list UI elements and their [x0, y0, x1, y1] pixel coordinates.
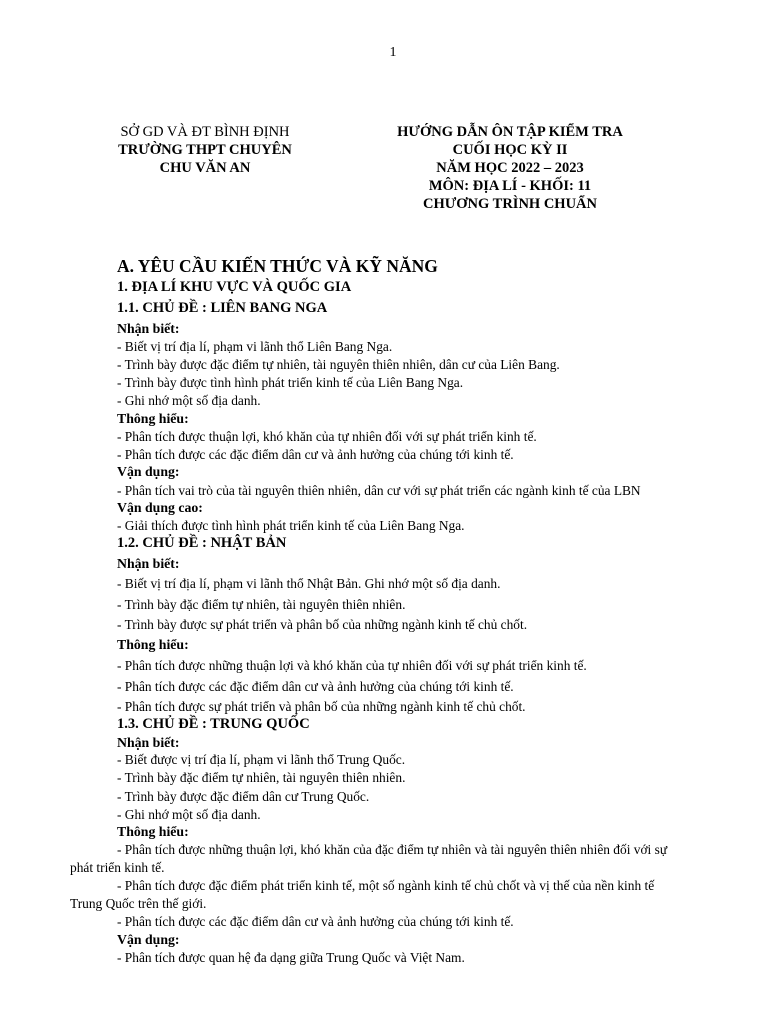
list-item: - Phân tích được các đặc điểm dân cư và ảnh hưởng của chúng tới kinh tế. — [117, 914, 514, 929]
page-number: 1 — [389, 45, 397, 60]
list-item: - Biết vị trí địa lí, phạm vi lãnh thổ Nhật Bản. Ghi nhớ một số địa danh. — [117, 576, 501, 591]
school-name-line1: TRƯỜNG THPT CHUYÊN — [118, 142, 292, 158]
group-label: Vận dụng cao: — [117, 500, 203, 515]
list-item: - Phân tích được đặc điểm phát triển kinh tế, một số ngành kinh tế chủ chốt và vị thế của nền kinh tế — [117, 878, 655, 893]
topic-title: 1.2. CHỦ ĐỀ : NHẬT BẢN — [117, 535, 287, 551]
school-name-line2: CHU VĂN AN — [159, 160, 251, 176]
department-name: SỞ GD VÀ ĐT BÌNH ĐỊNH — [120, 124, 290, 140]
group-label: Nhận biết: — [117, 735, 180, 750]
document-program: CHƯƠNG TRÌNH CHUẨN — [422, 196, 597, 212]
group-label: Thông hiểu: — [117, 637, 189, 652]
school-header — [70, 123, 340, 177]
list-item: - Trình bày được đặc điểm tự nhiên, tài nguyên thiên nhiên, dân cư của Liên Bang. — [117, 357, 560, 372]
list-item: - Phân tích được các đặc điểm dân cư và ảnh hưởng của chúng tới kinh tế. — [117, 679, 514, 694]
document-subject: MÔN: ĐỊA LÍ - KHỐI: 11 — [428, 178, 592, 194]
list-item: - Phân tích được sự phát triển và phân bố của những ngành kinh tế chủ chốt. — [117, 699, 526, 714]
group-label: Thông hiểu: — [117, 411, 189, 426]
list-item: - Biết vị trí địa lí, phạm vi lãnh thổ Liên Bang Nga. — [117, 339, 393, 354]
document-title: HƯỚNG DẪN ÔN TẬP KIỂM TRA — [397, 124, 623, 140]
part-1-title: 1. ĐỊA LÍ KHU VỰC VÀ QUỐC GIA — [117, 279, 352, 295]
list-item: - Trình bày được sự phát triển và phân bố của những ngành kinh tế chủ chốt. — [117, 617, 528, 632]
document-header — [360, 123, 660, 213]
list-item: - Phân tích vai trò của tài nguyên thiên nhiên, dân cư với sự phát triển các ngành kinh tế của LBN — [117, 483, 641, 498]
list-item: - Phân tích được những thuận lợi và khó khăn của tự nhiên đối với sự phát triển kinh tế. — [117, 658, 587, 673]
list-item: - Phân tích được quan hệ đa dạng giữa Trung Quốc và Việt Nam. — [117, 950, 465, 965]
list-item: - Phân tích được thuận lợi, khó khăn của tự nhiên đối với sự phát triển kinh tế. — [117, 429, 537, 444]
list-item: - Phân tích được những thuận lợi, khó khăn của đặc điểm tự nhiên và tài nguyên thiên nhiên đối với sự — [117, 842, 668, 857]
group-label: Thông hiểu: — [117, 824, 189, 839]
group-label: Nhận biết: — [117, 321, 180, 336]
list-item-continuation: phát triển kinh tế. — [70, 860, 165, 875]
list-item: - Ghi nhớ một số địa danh. — [117, 393, 261, 408]
document-term: CUỐI HỌC KỲ II — [452, 142, 568, 158]
topic-title: 1.1. CHỦ ĐỀ : LIÊN BANG NGA — [117, 300, 328, 316]
list-item: - Phân tích được các đặc điểm dân cư và ảnh hưởng của chúng tới kinh tế. — [117, 447, 514, 462]
list-item: - Ghi nhớ một số địa danh. — [117, 807, 261, 822]
list-item: - Giải thích được tình hình phát triển kinh tế của Liên Bang Nga. — [117, 518, 465, 533]
list-item: - Trình bày đặc điểm tự nhiên, tài nguyên thiên nhiên. — [117, 597, 406, 612]
section-a-title: A. YÊU CẦU KIẾN THỨC VÀ KỸ NĂNG — [117, 256, 438, 276]
list-item: - Trình bày đặc điểm tự nhiên, tài nguyên thiên nhiên. — [117, 770, 406, 785]
list-item: - Trình bày được tình hình phát triển kinh tế của Liên Bang Nga. — [117, 375, 464, 390]
list-item: - Trình bày được đặc điểm dân cư Trung Quốc. — [117, 789, 370, 804]
document-school-year: NĂM HỌC 2022 – 2023 — [436, 160, 584, 176]
list-item: - Biết được vị trí địa lí, phạm vi lãnh thổ Trung Quốc. — [117, 752, 406, 767]
group-label: Vận dụng: — [117, 464, 180, 479]
group-label: Nhận biết: — [117, 556, 180, 571]
list-item-continuation: Trung Quốc trên thế giới. — [70, 896, 207, 911]
topic-title: 1.3. CHỦ ĐỀ : TRUNG QUỐC — [117, 716, 310, 732]
group-label: Vận dụng: — [117, 932, 180, 947]
